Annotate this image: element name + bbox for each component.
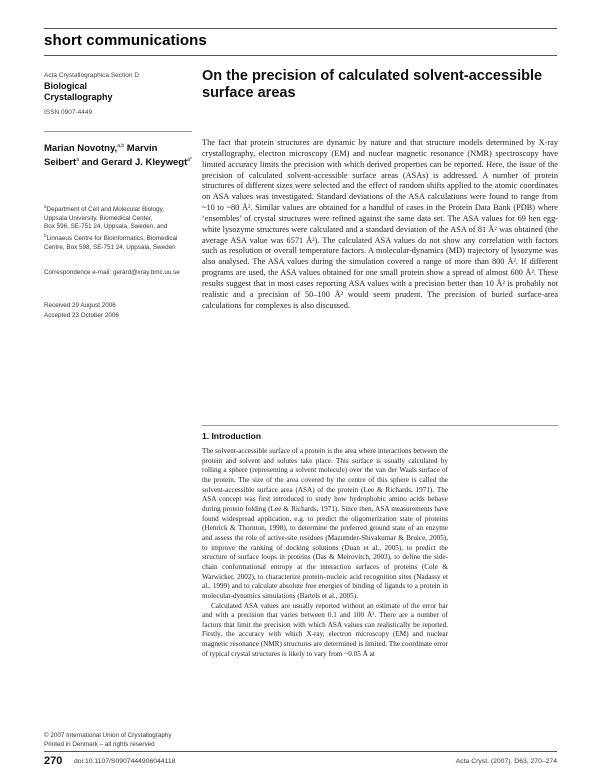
header-rule — [44, 55, 557, 56]
author-3: Gerard J. Kleywegt — [101, 156, 188, 168]
left-column-rule — [44, 131, 192, 132]
intro-heading: 1. Introduction — [202, 431, 262, 441]
journal-series: Acta Crystallographica Section D — [44, 72, 140, 79]
footer-rule — [44, 751, 557, 752]
doi: doi:10.1107/S0907444906044118 — [74, 758, 176, 765]
author-2: Marvin Seibert — [44, 143, 158, 168]
author-1: Marian Novotny, — [44, 143, 118, 155]
page-number: 270 — [44, 755, 63, 767]
author-2-affil: a — [76, 156, 79, 163]
dates — [44, 301, 192, 320]
intro-rule — [202, 425, 558, 426]
issn: ISSN 0907-4449 — [44, 109, 93, 116]
abstract-text: The fact that protein structures are dynamic by nature and that structure models determined by X-ray crystallography, electron microscopy (EM) and nuclear magnetic resonance (NMR) spectroscopy have limited accuracy limits the precision with which derived properties can be reported. Here, the issue of the precision of calculated solvent-accessible surface areas (ASAs) is addressed. A number of protein structures of different sizes were selected and the effect of random shifts applied to the atomic coordinates on ASA values was investigated. Standard deviations of the ASA calculations were found to range from ~10 to ~80 Å². Similar values are obtained for a handful of cases in the Protein Data Bank (PDB) where ‘ensembles’ of crystal structures were refined against the same data set. The ASA values for 69 hen egg-white lysozyme structures were calculated and a standard deviation of the ASA of 81 Å² was obtained (the average ASA value was 6571 Å²). The calculated ASA values do not show any correlation with factors such as resolution or overall temperature factors. A molecular-dynamics (MD) trajectory of lysozyme was also analysed. The ASA values during the simulation covered a range of more than 800 Å². If different programs are used, the ASA values obtained for one small protein show a spread of almost 600 Å². These results suggest that in most cases reporting ASA values with a precision better than 10 Å² is probably not realistic and a precision of 50–100 Å² would seem prudent. The precision of buried surface-area calculations for complexes is also discussed. — [202, 138, 558, 310]
received-date: Received 29 August 2006 — [44, 302, 116, 309]
affiliations: $^a$Department of Cell and Molecular Biology, Uppsala University, Biomedical Center, Box 596, SE-751 24, Uppsala, Sweden, and $^b$Linnaeus Centre for Bioinformatics, Biomedical Centre, Box 598, SE-751 24, Uppsala, Sweden — [44, 203, 192, 252]
author-list — [44, 141, 192, 168]
author-3-affil: a* — [187, 156, 192, 163]
author-1-affil: a,b — [117, 143, 125, 149]
intro-paragraph-2: Calculated ASA values are usually reported without an estimate of the error bar and with a precision that varies between 0.1 and 100 Å². There are a number of factors that limit the precision with which ASA values can realistically be reported. Firstly, the accuracy with which X-ray, electron microscopy (EM) and nuclear magnetic resonance (NMR) structures are determined is limited. The coordinate error of typical crystal structures is likely to vary from ~0.05 Å at — [202, 601, 448, 658]
affiliation-b: $^b$Linnaeus Centre for Bioinformatics, Biomedical — [44, 232, 178, 242]
correspondence-email: Correspondence e-mail: gerard@xray.bmc.uu.se — [44, 269, 180, 276]
journal-name-line1: Biological — [44, 81, 88, 91]
abstract — [202, 138, 558, 312]
article-title: On the precision of calculated solvent-accessible surface areas — [202, 68, 543, 101]
top-rule — [44, 28, 557, 29]
section-heading: short communications — [44, 32, 207, 49]
intro-paragraph-1: The solvent-accessible surface of a protein is the area where interactions between the protein and solvent and solutes take place. This surface is usually calculated by rolling a sphere (representing a solvent molecule) over the van der Waals surface of the protein. The size of the area covered by the centre of this sphere is called the solvent-accessible surface area (ASA) of the protein (Lee & Richards, 1971). The ASA concept was first introduced to study how hydrophobic amino acids behave during protein folding (Lee & Richards, 1971). Since then, ASA measurements have found widespread application, e.g. to predict the oligomerization state of proteins (Henrick & Thornton, 1998), to determine the preferred ground state of an enzyme and assess the role of active-site residues (Mazumder-Shivakumar & Bruice, 2005), to improve the ranking of docking solutions (Duan et al., 2005), to predict the structure of surface loops in proteins (Das & Meirovitch, 2003), to define the side-chain conformational entropy at the interaction surfaces of proteins (Cole & Warwicker, 2002), to characterize protein–nucleic acid recognition sites (Nadassy et al., 1999) and to calculate absolute free energies of binding of ligands to a protein in molecular-dynamics simulations (Bartels et al., 2005). — [202, 447, 448, 600]
journal-name — [44, 81, 192, 103]
intro-body — [202, 447, 448, 659]
copyright: © 2007 International Union of Crystallography Printed in Denmark – all rights reserved — [44, 732, 172, 748]
journal-citation: Acta Cryst. (2007). D63, 270–274 — [455, 758, 557, 765]
journal-name-line2: Crystallography — [44, 92, 113, 102]
affiliation-a: $^a$Department of Cell and Molecular Biology, — [44, 204, 164, 214]
accepted-date: Accepted 23 October 2006 — [44, 311, 119, 319]
author-and: and — [81, 156, 99, 168]
